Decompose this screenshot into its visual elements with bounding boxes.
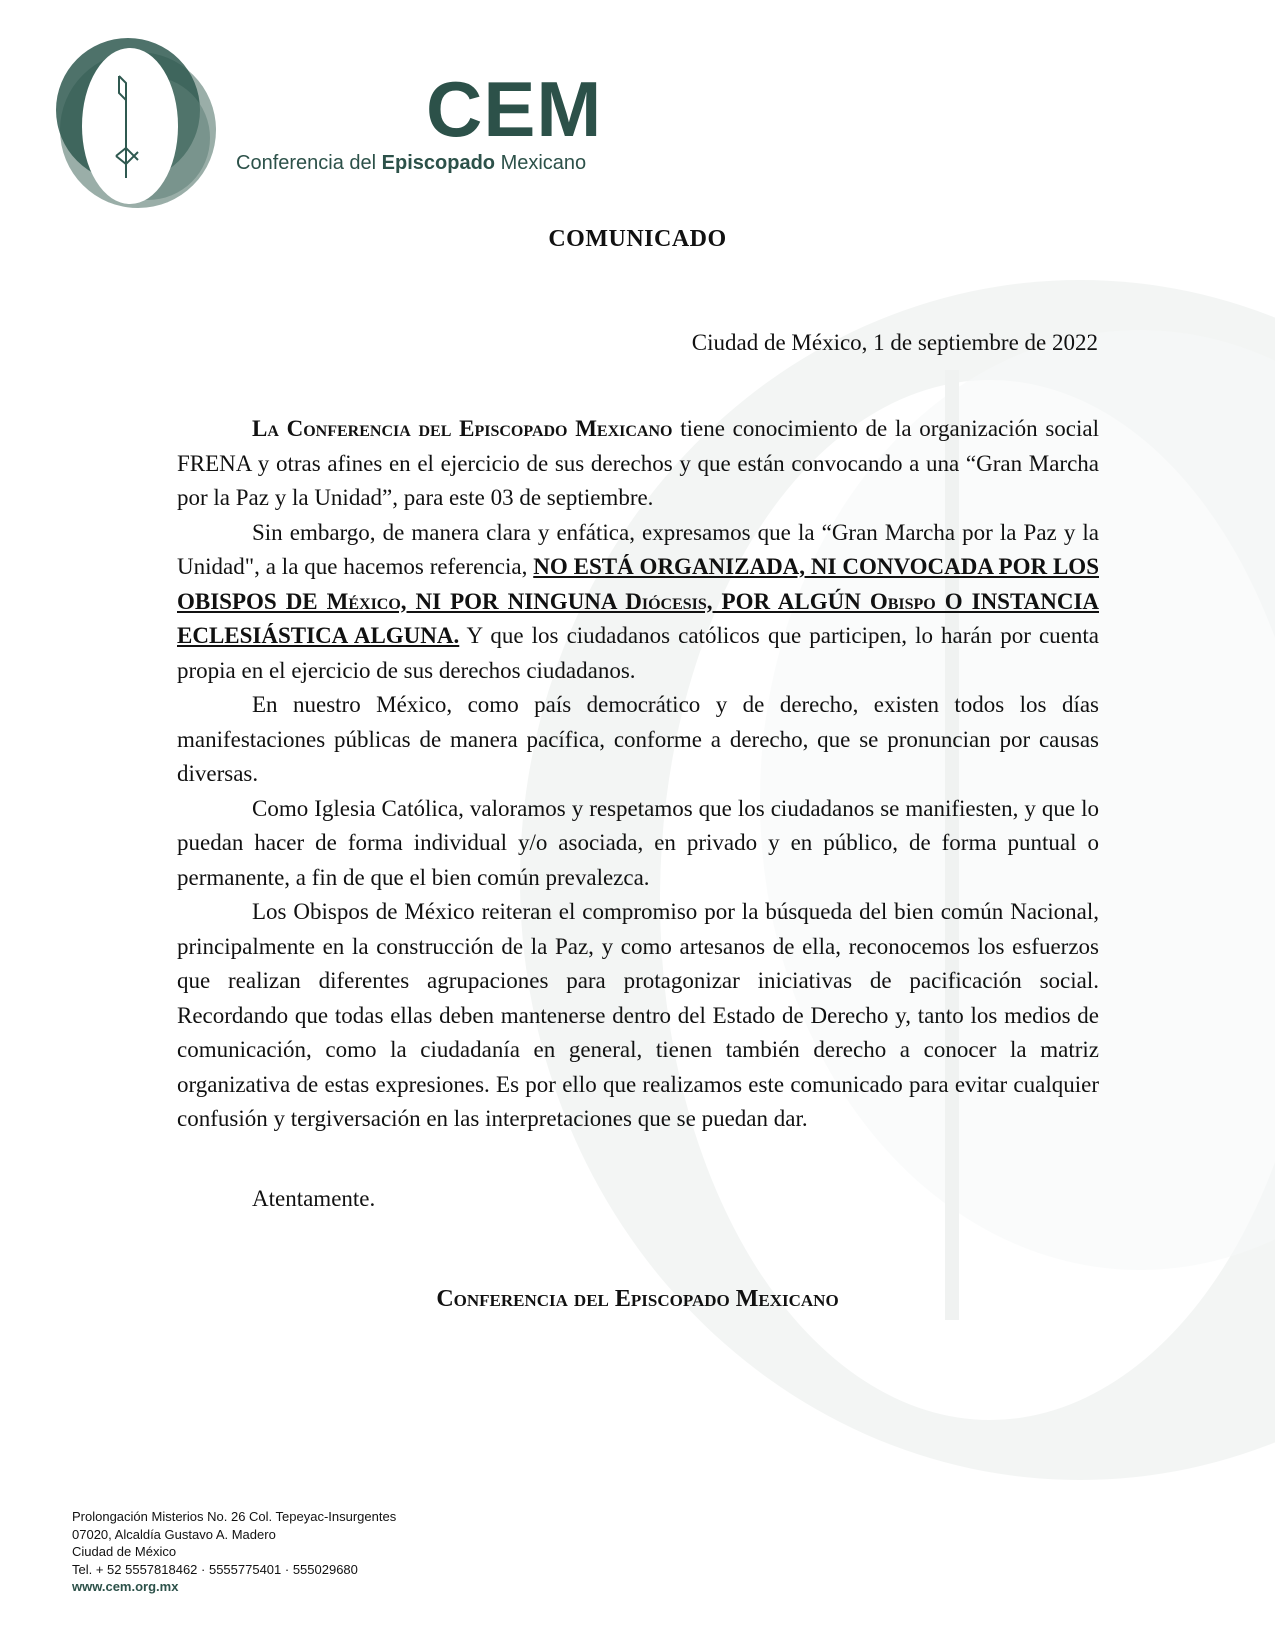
paragraph-2-emphasis: NO ESTÁ ORGANIZADA, NI CONVOCADA POR LOS OBISPOS DE México, NI POR NINGUNA Diócesis, POR ALGÚN Obispo O INSTANCIA ECLESIÁSTICA ALGUNA. (177, 554, 1099, 648)
footer-address-line2: 07020, Alcaldía Gustavo A. Madero (72, 1526, 276, 1542)
cem-logo-icon (48, 38, 218, 208)
brand-name-part1: Conferencia del (236, 152, 382, 174)
paragraph-1-lead: La Conferencia del Episcopado Mexicano (252, 416, 673, 441)
paragraph-1 (177, 412, 1099, 516)
paragraph-2-tail: Y que los ciudadanos católicos que participen, lo harán por cuenta propia en el ejercicio de sus derechos ciudadanos. (177, 623, 1099, 683)
footer-website-link[interactable]: www.cem.org.mx (72, 1579, 179, 1594)
date-line: Ciudad de México, 1 de septiembre de 2022 (691, 330, 1098, 355)
paragraph-1-text: tiene conocimiento de la organización social FRENA y otras afines en el ejercicio de sus derechos y que están convocando a una “Gran Marcha por la Paz y la Unidad”, para este 03 de septiembre. (177, 416, 1099, 510)
document-body (177, 412, 1099, 1137)
brand-name (236, 152, 586, 175)
brand-acronym: CEM (426, 65, 603, 153)
document-title: COMUNICADO (548, 226, 727, 252)
brand-name-bold: Episcopado (381, 152, 496, 174)
paragraph-5: Los Obispos de México reiteran el compromiso por la búsqueda del bien común Nacional, principalmente en la construcción de la Paz, y como artesanos de ella, reconocemos los esfuerzos que realizan diferentes agrupaciones para protagonizar iniciativas de pacificación social. Recordando que todas ellas deben mantenerse dentro del Estado de Derecho y, tanto los medios de comunicación, como la ciudadanía en general, tienen también derecho a conocer la matriz organizativa de estas expresiones. Es por ello que realizamos este comunicado para evitar cualquier confusión y tergiversación en las interpretaciones que se puedan dar. (177, 899, 1099, 1131)
paragraph-2 (177, 516, 1099, 689)
brand-name-part2: Mexicano (495, 152, 587, 174)
signature: Conferencia del Episcopado Mexicano (436, 1286, 839, 1312)
footer-address-line1: Prolongación Misterios No. 26 Col. Tepeyac-Insurgentes (72, 1509, 397, 1524)
paragraph-4: Como Iglesia Católica, valoramos y respetamos que los ciudadanos se manifiesten, y que lo puedan hacer de forma individual y/o asociada, en privado y en público, de forma puntual o permanente, a fin de que el bien común prevalezca. (177, 795, 1099, 890)
closing: Atentamente. (252, 1186, 376, 1211)
footer-address-line3: Ciudad de México (72, 1544, 177, 1559)
paragraph-3: En nuestro México, como país democrático y de derecho, existen todos los días manifestaciones públicas de manera pacífica, conforme a derecho, que se pronuncian por causas diversas. (177, 692, 1099, 786)
paragraph-2-text: Sin embargo, de manera clara y enfática, expresamos que la “Gran Marcha por la Paz y la Unidad", a la que hacemos referencia, (177, 519, 1099, 579)
footer (72, 1508, 396, 1596)
footer-phones: Tel. + 52 5557818462 · 5555775401 · 555029680 (72, 1561, 358, 1577)
